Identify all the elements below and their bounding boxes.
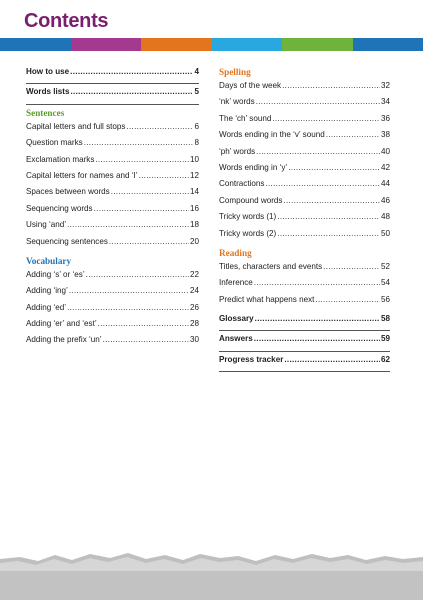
dot-leader <box>284 355 380 365</box>
dot-leader <box>323 262 380 272</box>
toc-entry[interactable] <box>219 355 390 372</box>
toc-entry-title: Glossary <box>219 314 254 324</box>
toc-entry-page: 30 <box>189 335 199 345</box>
toc-entry-page: 22 <box>189 269 199 279</box>
color-bar-segment <box>282 38 353 51</box>
toc-entry[interactable] <box>219 262 390 278</box>
toc-entry-page: 18 <box>189 220 199 230</box>
dot-leader <box>67 303 189 313</box>
toc-entry-title: Sequencing sentences <box>26 236 108 246</box>
toc-entry-title: Inference <box>219 278 253 288</box>
toc-entry-page: 46 <box>380 195 390 205</box>
dot-leader <box>111 187 189 197</box>
toc-entry[interactable] <box>26 319 199 335</box>
toc-entry-title: Adding ‘ed’ <box>26 302 67 312</box>
toc-entry-title: Adding ‘ing’ <box>26 286 68 296</box>
toc-entry-title: Capital letters for names and ‘I’ <box>26 170 138 180</box>
section-heading-spelling: Spelling <box>219 67 251 77</box>
dot-leader <box>109 237 189 247</box>
toc-entry-title: Adding ‘er’ and ‘est’ <box>26 319 97 329</box>
toc-entry[interactable] <box>219 278 390 294</box>
dot-leader <box>256 97 380 107</box>
toc-entry[interactable] <box>26 87 199 104</box>
toc-entry[interactable] <box>219 81 390 97</box>
toc-entry-title: Words lists <box>26 87 70 97</box>
dot-leader <box>265 179 380 189</box>
dot-leader <box>288 163 380 173</box>
dot-leader <box>326 130 380 140</box>
toc-entry[interactable] <box>219 147 390 163</box>
torn-page-edge <box>0 545 423 600</box>
dot-leader <box>84 138 194 148</box>
section-heading-vocabulary: Vocabulary <box>26 255 72 266</box>
toc-entry-page: 14 <box>189 187 199 197</box>
toc-entry[interactable] <box>219 114 390 130</box>
toc-entry-page: 62 <box>380 354 390 364</box>
toc-entry[interactable] <box>26 335 199 351</box>
toc-entry-title: Compound words <box>219 195 283 205</box>
toc-entry-title: Tricky words (1) <box>219 212 277 222</box>
toc-entry[interactable] <box>26 303 199 319</box>
toc-entry-title: Spaces between words <box>26 187 110 197</box>
toc-entry-page: 48 <box>380 212 390 222</box>
toc-entry-page: 42 <box>380 162 390 172</box>
toc-entry[interactable] <box>219 163 390 179</box>
toc-entry-page: 38 <box>380 130 390 140</box>
toc-entry-page: 54 <box>380 278 390 288</box>
toc-entry[interactable] <box>26 220 199 236</box>
toc-entry-page: 6 <box>194 121 199 131</box>
dot-leader <box>254 278 380 288</box>
dot-leader <box>277 229 380 239</box>
toc-entry-page: 59 <box>380 334 390 344</box>
toc-entry-page: 36 <box>380 113 390 123</box>
toc-entry-page: 4 <box>194 67 199 76</box>
toc-entry-title: Titles, characters and events <box>219 261 323 271</box>
contents-right-column <box>219 67 390 372</box>
toc-entry-title: Exclamation marks <box>26 154 95 164</box>
color-bar <box>0 38 423 51</box>
toc-entry-page: 12 <box>189 170 199 180</box>
toc-entry-page: 52 <box>380 261 390 271</box>
dot-leader <box>282 81 380 91</box>
color-bar-segment <box>0 38 71 51</box>
toc-entry-title: Capital letters and full stops <box>26 121 126 131</box>
toc-entry-title: Words ending in ‘y’ <box>219 162 288 172</box>
toc-entry[interactable] <box>26 138 199 154</box>
toc-entry-page: 10 <box>189 154 199 164</box>
dot-leader <box>277 212 380 222</box>
dot-leader <box>255 314 380 324</box>
toc-entry[interactable] <box>26 237 199 253</box>
toc-entry[interactable] <box>219 314 390 331</box>
toc-entry[interactable] <box>219 229 390 245</box>
toc-entry[interactable] <box>219 130 390 146</box>
toc-entry-title: Using ‘and’ <box>26 220 67 230</box>
toc-entry-page: 5 <box>194 87 199 97</box>
toc-entry-page: 24 <box>189 286 199 296</box>
toc-entry-title: Adding the prefix ‘un’ <box>26 335 102 345</box>
toc-entry[interactable] <box>219 196 390 212</box>
toc-entry-title: ‘ph’ words <box>219 146 256 156</box>
dot-leader <box>70 67 193 77</box>
dot-leader <box>256 147 380 157</box>
toc-entry-title: Predict what happens next <box>219 294 315 304</box>
color-bar-segment <box>141 38 212 51</box>
color-bar-segment <box>71 38 142 51</box>
toc-entry-page: 28 <box>189 319 199 329</box>
dot-leader <box>98 319 189 329</box>
toc-entry-page: 34 <box>380 97 390 107</box>
toc-entry-title: Answers <box>219 334 253 344</box>
toc-entry-title: ‘nk’ words <box>219 97 255 107</box>
section-heading-reading: Reading <box>219 247 252 258</box>
section-heading-sentences: Sentences <box>26 107 65 118</box>
toc-entry[interactable] <box>26 187 199 203</box>
toc-entry[interactable] <box>26 122 199 138</box>
toc-entry-page: 58 <box>380 314 390 324</box>
dot-leader <box>67 220 189 230</box>
color-bar-segment <box>353 38 423 51</box>
toc-entry-page: 44 <box>380 179 390 189</box>
dot-leader <box>126 122 193 132</box>
toc-entry-title: Question marks <box>26 138 83 148</box>
toc-entry-title: Sequencing words <box>26 203 93 213</box>
toc-entry-page: 26 <box>189 302 199 312</box>
dot-leader <box>94 204 189 214</box>
toc-entry[interactable] <box>26 270 199 286</box>
toc-entry-title: Days of the week <box>219 81 282 90</box>
dot-leader <box>103 335 189 345</box>
toc-entry[interactable] <box>219 295 390 311</box>
toc-entry[interactable] <box>26 155 199 171</box>
toc-entry[interactable] <box>219 212 390 228</box>
toc-entry[interactable] <box>26 67 199 84</box>
dot-leader <box>254 334 380 344</box>
toc-entry-page: 50 <box>380 228 390 238</box>
toc-entry-title: Adding ‘s’ or ‘es’ <box>26 269 85 279</box>
toc-entry[interactable] <box>219 179 390 195</box>
page-title: Contents <box>24 10 109 32</box>
dot-leader <box>272 114 380 124</box>
toc-entry-page: 56 <box>380 294 390 304</box>
toc-entry-title: Tricky words (2) <box>219 228 277 238</box>
dot-leader <box>86 270 189 280</box>
toc-entry[interactable] <box>26 171 199 187</box>
dot-leader <box>283 196 380 206</box>
toc-entry[interactable] <box>219 97 390 113</box>
dot-leader <box>69 286 189 296</box>
toc-entry[interactable] <box>26 286 199 302</box>
dot-leader <box>315 295 380 305</box>
toc-entry-title: How to use <box>26 67 70 76</box>
toc-entry-page: 32 <box>380 81 390 90</box>
toc-entry-page: 40 <box>380 146 390 156</box>
dot-leader <box>139 171 189 181</box>
toc-entry[interactable] <box>26 204 199 220</box>
color-bar-segment <box>212 38 283 51</box>
toc-entry-page: 20 <box>189 236 199 246</box>
toc-entry-title: Words ending in the ‘v’ sound <box>219 130 325 140</box>
dot-leader <box>70 87 193 97</box>
toc-entry[interactable] <box>219 334 390 351</box>
contents-left-column <box>26 67 199 352</box>
toc-entry-title: Contractions <box>219 179 265 189</box>
toc-entry-page: 16 <box>189 203 199 213</box>
toc-entry-page: 8 <box>194 138 199 148</box>
dot-leader <box>95 155 189 165</box>
toc-entry-title: The ‘ch’ sound <box>219 113 272 123</box>
toc-entry-title: Progress tracker <box>219 354 284 364</box>
